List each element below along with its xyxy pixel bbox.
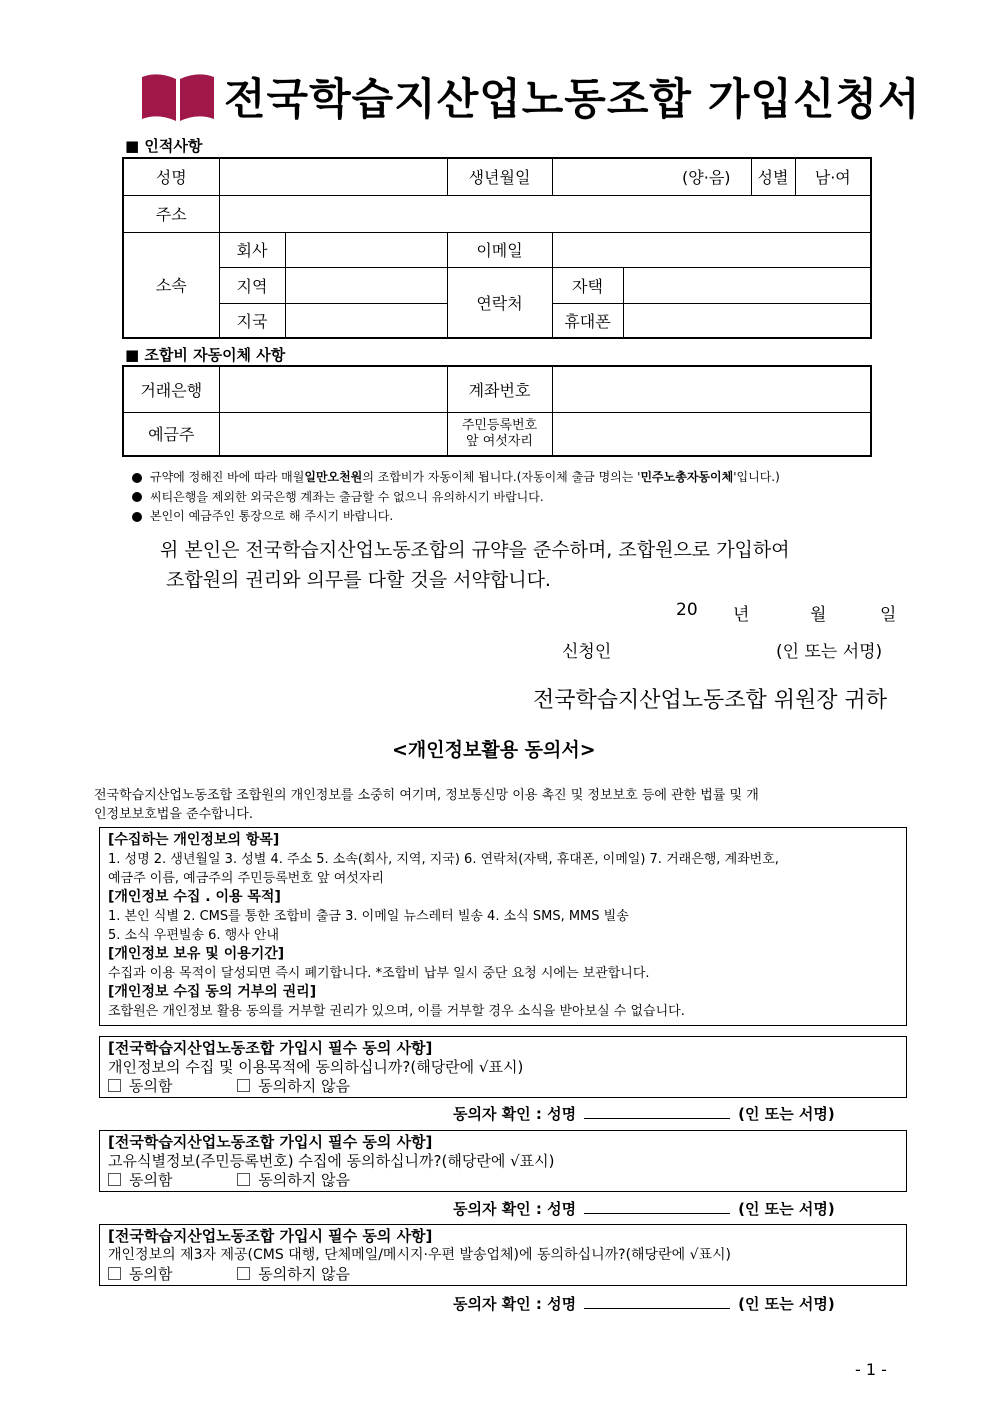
company-field[interactable]	[285, 232, 447, 267]
applicant-label: 신청인	[562, 642, 612, 662]
account-label: 계좌번호	[447, 366, 552, 412]
note-item: 본인이 예금주인 통장으로 해 주시기 바랍니다.	[132, 507, 780, 527]
lunar-solar-option[interactable]: (양·음)	[682, 168, 731, 188]
agree-checkbox[interactable]	[108, 1267, 121, 1280]
region-field[interactable]	[285, 267, 447, 303]
autopay-section-heading: ■ 조합비 자동이체 사항	[125, 346, 286, 364]
home-phone-field[interactable]	[623, 267, 871, 303]
holder-field[interactable]	[219, 412, 447, 456]
address-label: 주소	[123, 195, 219, 232]
address-field[interactable]	[219, 195, 871, 232]
mobile-label: 휴대폰	[552, 303, 623, 338]
disagree-checkbox[interactable]	[237, 1173, 250, 1186]
note-item: 씨티은행을 제외한 외국은행 계좌는 출금할 수 없으니 유의하시기 바랍니다.	[132, 488, 780, 508]
account-field[interactable]	[552, 366, 871, 412]
privacy-intro: 전국학습지산업노동조합 조합원의 개인정보를 소중히 여기며, 정보통신망 이용 촉진 및 정보보호 등에 관한 법률 및 개 인정보보호법을 준수합니다.	[94, 788, 759, 822]
notes-list	[132, 468, 780, 527]
rrn-label	[447, 412, 552, 456]
date-day: 일	[880, 605, 897, 625]
disagree-checkbox[interactable]	[237, 1079, 250, 1092]
rrn-field[interactable]	[552, 412, 871, 456]
personal-section-heading: ■ 인적사항	[125, 137, 203, 155]
applicant-sign-note: (인 또는 서명)	[776, 642, 883, 662]
oath-line-2: 조합원의 권리와 의무를 다할 것을 서약합니다.	[166, 569, 551, 591]
bullet-icon	[132, 473, 142, 483]
autopay-table	[122, 365, 872, 457]
company-label: 회사	[219, 232, 285, 267]
date-year-prefix: 20	[676, 600, 698, 620]
rrn-label-line2: 앞 여섯자리	[466, 433, 533, 449]
privacy-details-box: [수집하는 개인정보의 항목] 1. 성명 2. 생년월일 3. 성별 4. 주소 5. 소속(회사, 지역, 지국) 6. 연락처(자택, 휴대폰, 이메일) 7. 거래은행, 계좌번호, 예금주 이름, 예금주의 주민등록번호 앞 여섯자리 [개인정보 수집 . 이용 목적] 1. 본인 식별 2. CMS를 통한 조합비 출금 3. 이메일 뉴스레터 빌송 4. 소식 SMS, MMS 빌송 5. 소식 우편빌송 6. 행사 안내 [개인정보 보유 및 이용기간] 수집과 이용 목적이 달성되면 즉시 폐기합니다. *조합비 납부 일시 중단 요청 시에는 보관합니다. [개인정보 수집 동의 거부의 권리] 조합원은 개인정보 활용 동의를 거부할 권리가 있으며, 이를 거부할 경우 소식을 받아보실 수 없습니다.	[99, 827, 907, 1026]
signature-line[interactable]	[584, 1294, 730, 1309]
home-phone-label: 자택	[552, 267, 623, 303]
name-label: 성명	[123, 158, 219, 195]
affiliation-label: 소속	[123, 232, 219, 338]
mobile-field[interactable]	[623, 303, 871, 338]
region-label: 지역	[219, 267, 285, 303]
signature-line[interactable]	[584, 1199, 730, 1214]
email-field[interactable]	[552, 232, 871, 267]
page-header	[140, 66, 921, 126]
page-number: - 1 -	[855, 1360, 887, 1379]
note-item: 규약에 정해진 바에 따라 매월 일만오천원 의 조합비가 자동이체 됩니다.(자동이체 출금 명의는 ' 민주노총자동이체 '입니다.)	[132, 468, 780, 488]
signature-line[interactable]	[584, 1104, 730, 1119]
bank-label: 거래은행	[123, 366, 219, 412]
branch-field[interactable]	[285, 303, 447, 338]
consent-confirm-3: 동의자 확인 : 성명 (인 또는 서명)	[453, 1295, 835, 1313]
birth-label: 생년월일	[447, 158, 552, 195]
privacy-title: <개인정보활용 동의서>	[392, 739, 596, 761]
consent-box-1: [전국학습지산업노동조합 가입시 필수 동의 사항] 개인정보의 수집 및 이용목적에 동의하십니까?(해당란에 √표시) 동의함 동의하지 않음	[99, 1036, 907, 1098]
oath-line-1: 위 본인은 전국학습지산업노동조합의 규약을 준수하며, 조합원으로 가입하여	[160, 539, 790, 561]
consent-box-2: [전국학습지산업노동조합 가입시 필수 동의 사항] 고유식별정보(주민등록번호) 수집에 동의하십니까?(해당란에 √표시) 동의함 동의하지 않음	[99, 1130, 907, 1192]
date-month: 월	[810, 605, 827, 625]
agree-checkbox[interactable]	[108, 1079, 121, 1092]
gender-label: 성별	[751, 158, 795, 195]
name-field[interactable]	[219, 158, 447, 195]
page-title: 전국학습지산업노동조합 가입신청서	[224, 74, 921, 125]
contact-label: 연락처	[447, 267, 552, 338]
gender-field[interactable]: 남·여	[795, 158, 871, 195]
consent-confirm-2: 동의자 확인 : 성명 (인 또는 서명)	[453, 1200, 835, 1218]
bullet-icon	[132, 512, 142, 522]
bank-field[interactable]	[219, 366, 447, 412]
holder-label: 예금주	[123, 412, 219, 456]
personal-info-table	[122, 157, 872, 339]
consent-box-3: [전국학습지산업노동조합 가입시 필수 동의 사항] 개인정보의 제3자 제공(CMS 대행, 단체메일/메시지·우편 발송업체)에 동의하십니까?(해당란에 √표시) 동의함 동의하지 않음	[99, 1224, 907, 1286]
birth-field[interactable]	[552, 158, 751, 195]
addressee: 전국학습지산업노동조합 위원장 귀하	[533, 688, 888, 713]
open-book-icon	[140, 71, 216, 121]
agree-checkbox[interactable]	[108, 1173, 121, 1186]
bullet-icon	[132, 492, 142, 502]
rrn-label-line1: 주민등록번호	[461, 417, 538, 433]
disagree-checkbox[interactable]	[237, 1267, 250, 1280]
email-label: 이메일	[447, 232, 552, 267]
consent-confirm-1: 동의자 확인 : 성명 (인 또는 서명)	[453, 1105, 835, 1123]
branch-label: 지국	[219, 303, 285, 338]
date-year: 년	[733, 605, 750, 625]
